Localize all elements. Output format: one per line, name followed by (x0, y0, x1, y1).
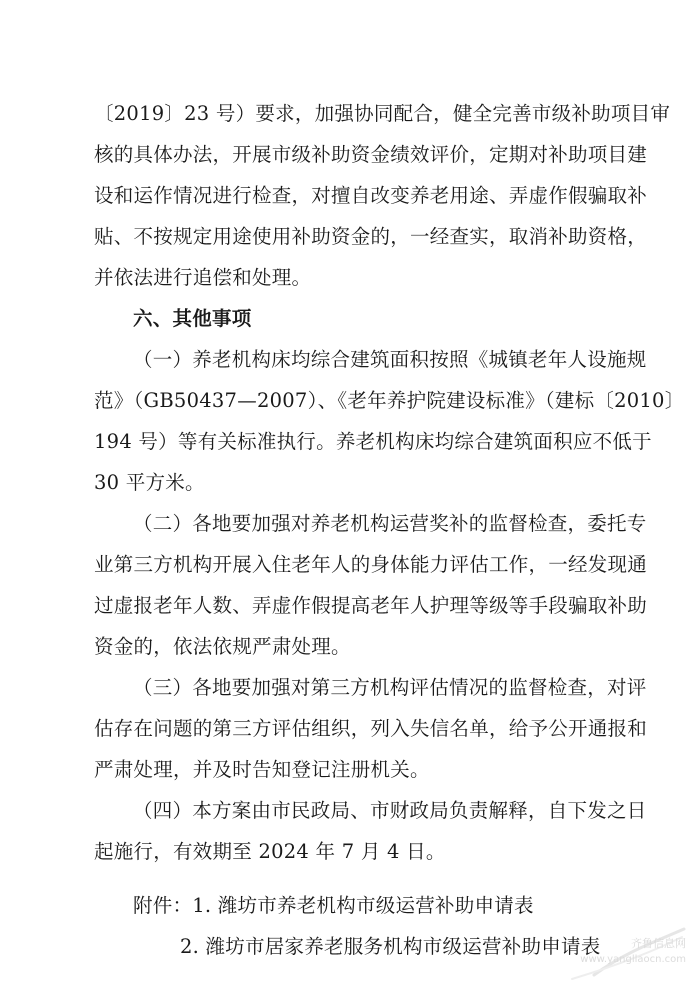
paragraph-line: 业第三方机构开展入住老年人的身体能力评估工作，一经发现通 (94, 553, 648, 576)
attachment-line-1: 附件：1. 潍坊市养老机构市级运营补助申请表 (133, 894, 534, 917)
watermark-url: www.yangllaocn.com (580, 954, 686, 965)
section-heading: 六、其他事项 (133, 307, 252, 330)
watermark-logo-icon (532, 923, 692, 983)
paragraph-line: 范》（GB50437—2007）、《老年养护院建设标准》（建标〔2010〕 (94, 389, 685, 412)
paragraph-line: 核的具体办法，开展市级补助资金绩效评价，定期对补助项目建 (94, 143, 648, 166)
paragraph-line: 〔2019〕23 号）要求，加强协同配合，健全完善市级补助项目审 (94, 102, 671, 125)
paragraph-line: 过虚报老年人数、弄虚作假提高老年人护理等级等手段骗取补助 (94, 594, 648, 617)
paragraph-line: 起施行，有效期至 2024 年 7 月 4 日。 (94, 840, 446, 863)
paragraph-line: （二）各地要加强对养老机构运营奖补的监督检查，委托专 (133, 512, 647, 535)
watermark-text: 齐鲁信息网 (631, 937, 686, 950)
paragraph-line: （四）本方案由市民政局、市财政局负责解释，自下发之日 (133, 799, 647, 822)
paragraph-line: 30 平方米。 (94, 471, 205, 494)
paragraph-line: （三）各地要加强对第三方机构评估情况的监督检查，对评 (133, 676, 647, 699)
attachment-line-2: 2. 潍坊市居家养老服务机构市级运营补助申请表 (180, 935, 601, 958)
paragraph-line: （一）养老机构床均综合建筑面积按照《城镇老年人设施规 (133, 348, 647, 371)
paragraph-line: 并依法进行追偿和处理。 (94, 266, 312, 289)
paragraph-line: 设和运作情况进行检查，对擅自改变养老用途、弄虚作假骗取补 (94, 184, 648, 207)
paragraph-line: 严肃处理，并及时告知登记注册机关。 (94, 758, 430, 781)
paragraph-line: 资金的，依法依规严肃处理。 (94, 635, 351, 658)
paragraph-line: 194 号）等有关标准执行。养老机构床均综合建筑面积应不低于 (94, 430, 652, 453)
paragraph-line: 估存在问题的第三方评估组织，列入失信名单，给予公开通报和 (94, 717, 648, 740)
paragraph-line: 贴、不按规定用途使用补助资金的，一经查实，取消补助资格， (94, 225, 648, 248)
watermark (532, 923, 692, 983)
